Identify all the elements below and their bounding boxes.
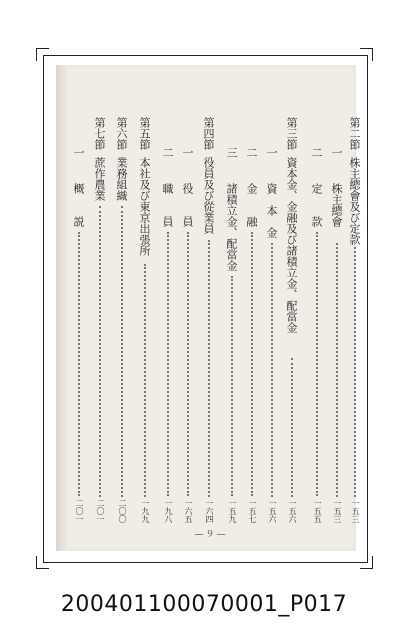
toc-item-number: 二 [310, 147, 323, 158]
toc-section-title: 蔗作農業 [93, 157, 106, 201]
toc-leader-dots [291, 358, 295, 497]
page-binding-edge [56, 65, 68, 551]
toc-item-title: 職 員 [161, 183, 174, 227]
toc-section-number: 第三節 [285, 117, 298, 150]
toc-page-number: 二〇〇 [118, 499, 127, 523]
toc-section-number: 第六節 [115, 117, 128, 150]
toc-section-title: 資本金、金融及び諸積立金、配當金 [285, 157, 298, 333]
toc-page-number: 一五三 [351, 499, 360, 523]
toc-item-number: 一 [72, 147, 85, 158]
toc-leader-dots [144, 264, 148, 497]
toc-leader-dots [187, 232, 191, 496]
toc-item-number: 一 [330, 147, 343, 158]
page-folio: —９— [194, 530, 228, 540]
toc-leader-dots [354, 247, 358, 497]
toc-item-number: 二 [161, 147, 174, 158]
toc-leader-dots [99, 206, 103, 497]
toc-item-title: 資 本 金 [265, 183, 278, 238]
toc-page-number: 一六四 [205, 499, 214, 523]
toc-item-number: 三 [225, 147, 238, 158]
toc-page-number: 二〇一 [96, 499, 105, 523]
toc-section-title: 役員及び從業員 [202, 157, 215, 234]
scan-id-caption: 200401100070001_P017 [60, 592, 348, 617]
toc-leader-dots [208, 240, 212, 497]
toc-leader-dots [316, 232, 320, 496]
toc-section-number: 第四節 [202, 117, 215, 150]
toc-page-number: 一九八 [164, 499, 173, 523]
toc-page-number: 二〇一 [75, 499, 84, 523]
toc-section-title: 本社及び東京出張所 [138, 157, 151, 256]
toc-leader-dots [121, 206, 125, 497]
toc-item-title: 定 款 [310, 183, 323, 227]
toc-page-number: 一五九 [228, 499, 237, 523]
toc-item-number: 二 [245, 147, 258, 158]
toc-item-number: 一 [181, 147, 194, 158]
toc-item-number: 一 [265, 147, 278, 158]
toc-section-title: 業務組織 [115, 157, 128, 201]
toc-page-number: 一五六 [288, 499, 297, 523]
toc-section-number: 第五節 [138, 117, 151, 150]
toc-item-title: 概 説 [72, 183, 85, 227]
crop-mark [360, 48, 373, 61]
toc-item-title: 役 員 [181, 183, 194, 227]
toc-page-number: 一五五 [313, 499, 322, 523]
toc-item-title: 諸積立金、配當金 [225, 183, 238, 271]
toc-section-number: 第七節 [93, 117, 106, 150]
toc-leader-dots [271, 243, 275, 497]
toc-section-title: 株主總會及び定款 [348, 157, 361, 245]
toc-page-number: 一五三 [333, 499, 342, 523]
crop-mark [36, 556, 49, 569]
toc-page-number: 一六五 [184, 499, 193, 523]
crop-mark [360, 556, 373, 569]
toc-leader-dots [336, 243, 340, 497]
toc-page-number: 一五六 [268, 499, 277, 523]
toc-page-number: 一五七 [248, 499, 257, 523]
toc-leader-dots [78, 232, 82, 496]
toc-leader-dots [231, 276, 235, 496]
toc-page-number: 一九九 [141, 499, 150, 523]
toc-item-title: 株主總會 [330, 183, 343, 227]
toc-item-title: 金 融 [245, 183, 258, 227]
crop-mark [36, 48, 49, 61]
toc-leader-dots [251, 232, 255, 496]
toc-leader-dots [167, 232, 171, 496]
toc-section-number: 第二節 [348, 117, 361, 150]
